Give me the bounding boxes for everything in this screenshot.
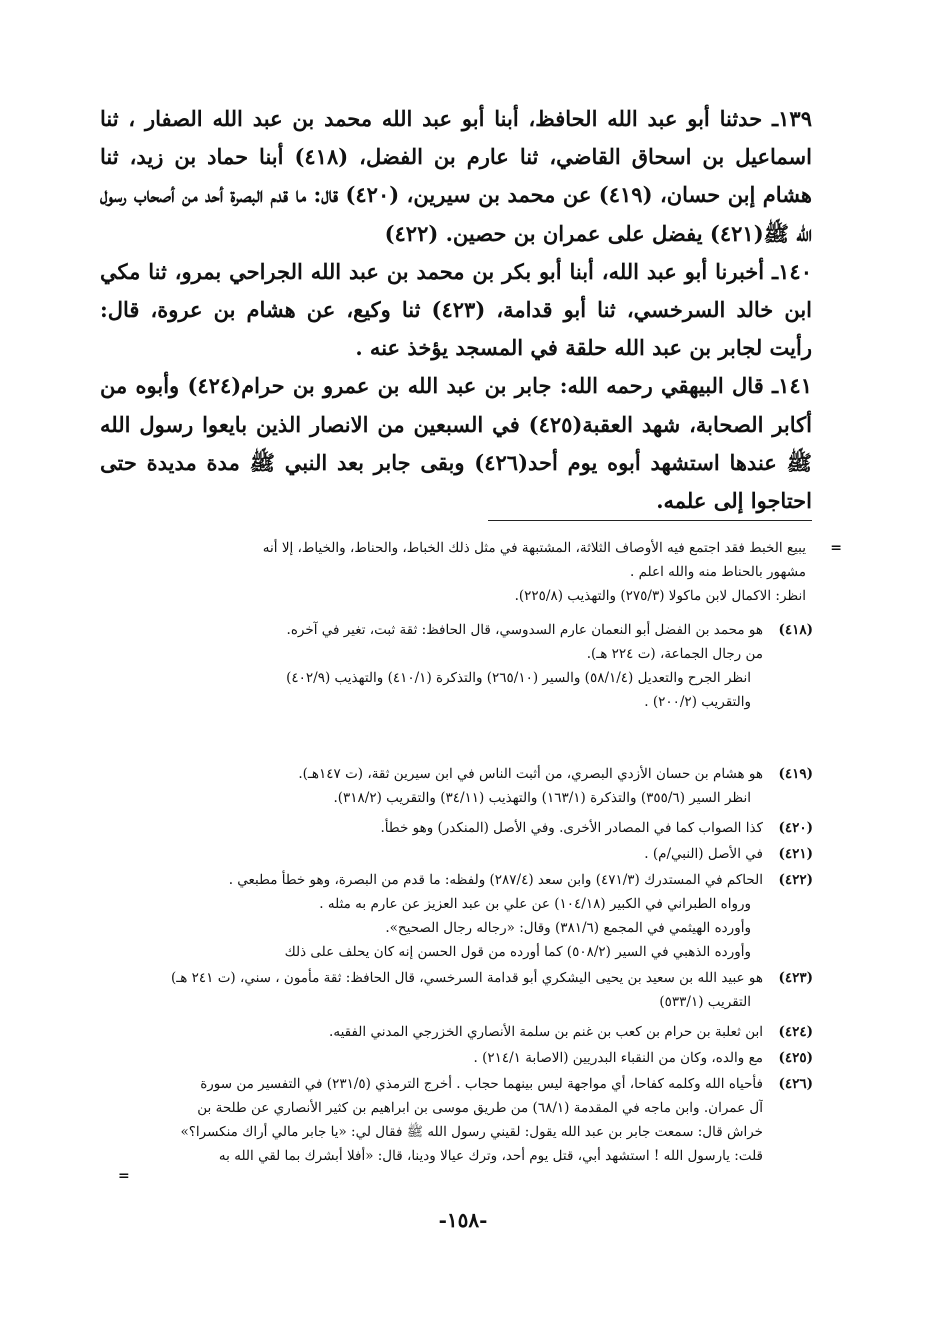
footnote-divider <box>488 520 812 521</box>
footnote-425 <box>108 1046 813 1070</box>
footnote-421 <box>108 842 813 866</box>
footnote-number: (٤٢١) <box>778 846 813 862</box>
page-number: -١٥٨- <box>438 1208 488 1232</box>
footnote-line: ابن ثعلبة بن حرام بن كعب بن غنم بن سلمة الأنصاري الخزرجي المدني الفقيه. <box>329 1024 763 1040</box>
footnote-line: التقريب (٥٣٣/١) <box>659 994 751 1010</box>
footnote-line: وأورده الهيثمي في المجمع (٣٨١/٦) وقال: «رجاله رجال الصحيح». <box>385 920 751 936</box>
footnote-number: (٤٢٦) <box>778 1076 813 1092</box>
paragraph-139: ١٣٩ـ حدثنا أبو عبد الله الحافظ، أبنا أبو عبد الله محمد بن عبد الله الصفار ، ثنا اسماعيل بن اسحاق القاضي، ثنا عارم بن الفضل، (٤١٨) أبنا حماد بن زيد، ثنا هشام إبن حسان، (٤١٩) عن محمد بن سيرين، (٤٢٠) قال: ما قدم البصرة أحد من أصحاب رسول الله ﷺ(٤٢١) يفضل على عمران بن حصين. (٤٢٢) <box>100 106 812 246</box>
paragraph-141: ١٤١ـ قال البيهقي رحمه الله: جابر بن عبد الله بن عمرو بن حرام(٤٢٤) وأبوه من أكابر الصحابة، شهد العقبة(٤٢٥) في السبعين من الانصار الذين بايعوا رسول الله ﷺ عندها استشهد أبوه يوم أحد(٤٢٦) وبقى جابر بعد النبي ﷺ مدة مديدة حتى احتاجوا إلى علمه. <box>100 373 813 514</box>
footnote-number: (٤١٩) <box>778 766 813 782</box>
footnote-line: وأورده الذهبي في السير (٥٠٨/٢) كما أورده من قول الحسن إنه كان يحلف على ذلك <box>284 944 751 960</box>
footnote-number: (٤٢٣) <box>778 970 813 986</box>
footnote-number: (٤١٨) <box>778 622 813 638</box>
main-text <box>100 100 812 520</box>
footnote-line: مع والده، وكان من النقباء البدريين (الاصابة ٢١٤/١) . <box>473 1050 763 1066</box>
footnote-line: انظر السير (٣٥٥/٦) والتذكرة (١٦٣/١) والتهذيب (٣٤/١١) والتقريب (٣١٨/٢). <box>333 790 751 806</box>
footnote-line: انظر: الاكمال لابن ماكولا (٢٧٥/٣) والتهذيب (٢٢٥/٨). <box>514 588 806 604</box>
footnote-line: يبيع الخبط فقد اجتمع فيه الأوصاف الثلاثة، المشتبهة في مثل ذلك الخباط، والحناط، والخياط، إلا أنه <box>262 540 806 556</box>
footnote-line: في الأصل (النبي/م) . <box>644 846 763 862</box>
footnote-number: (٤٢٥) <box>778 1050 813 1066</box>
footnote-423 <box>108 966 813 1014</box>
continuation-marker: = <box>830 540 842 556</box>
footnote-line: هو هشام بن حسان الأزدي البصري، من أثبت الناس في ابن سيرين ثقة، (ت ١٤٧هـ). <box>298 766 763 782</box>
footnote-426 <box>108 1072 813 1168</box>
footnote-number: (٤٢٤) <box>778 1024 813 1040</box>
footnote-line: فأحياه الله وكلمه كفاحا، أي مواجهة ليس بينهما حجاب . أخرج الترمذي (٢٣١/٥) في التفسير من سورة <box>200 1076 763 1092</box>
footnote-line: ورواه الطبراني في الكبير (١٠٤/١٨) عن علي بن عبد العزيز عن عارم به مثله . <box>319 896 751 912</box>
footnote-line: مشهور بالحناط منه والله اعلم . <box>629 564 806 580</box>
footnote-424 <box>108 1020 813 1044</box>
footnote-line: قلت: يارسول الله ! استشهد أبي، قتل يوم أحد، وترك عيالا ودينا، قال: «أفلا أبشرك بما لقي الله به <box>218 1148 763 1164</box>
footnote-line: آل عمران. وابن ماجه في المقدمة (٦٨/١) من طريق موسى بن ابراهيم بن كثير الأنصاري عن طلحة بن <box>197 1100 763 1116</box>
footnote-419 <box>108 762 813 810</box>
footnote-continuation <box>108 536 842 608</box>
footnote-line: هو محمد بن الفضل أبو النعمان عارم السدوسي، قال الحافظ: ثقة ثبت، تغير في آخره. <box>286 622 763 638</box>
footnote-line: هو عبيد الله بن سعيد بن يحيى اليشكري أبو قدامة السرخسي، قال الحافظ: ثقة مأمون ، سني، (ت ٢٤١ هـ) <box>171 970 763 986</box>
footnote-line: كذا الصواب كما في المصادر الأخرى. وفي الأصل (المنكدر) وهو خطأ. <box>380 820 763 836</box>
footnote-line: من رجال الجماعة، (ت ٢٢٤ هـ). <box>586 646 763 662</box>
footnote-line: الحاكم في المستدرك (٤٧١/٣) وابن سعد (٢٨٧/٤) ولفظه: ما قدم من البصرة، وهو خطأ مطبعي . <box>228 872 763 888</box>
footnote-422 <box>108 868 813 964</box>
footnote-418 <box>108 618 813 714</box>
footnote-line: انظر الجرح والتعديل (٥٨/١/٤) والسير (٢٦٥/١٠) والتذكرة (٤١٠/١) والتهذيب (٤٠٢/٩) <box>286 670 751 686</box>
paragraph-140: ١٤٠ـ أخبرنا أبو عبد الله، أبنا أبو بكر بن محمد بن عبد الله الجراحي بمرو، ثنا مكي ابن خالد السرخسي، ثنا أبو قدامة، (٤٢٣) ثنا وكيع، عن هشام بن عروة، قال: رأيت لجابر بن عبد الله حلقة في المسجد يؤخذ عنه . <box>100 258 812 361</box>
footnote-number: (٤٢٠) <box>778 820 813 836</box>
footnote-420 <box>108 816 813 840</box>
footnote-line: والتقريب (٢٠٠/٢) . <box>644 694 751 710</box>
footnote-line: خراش قال: سمعت جابر بن عبد الله يقول: لقيني رسول الله ﷺ فقال لي: «يا جابر مالي أراك منكسرا؟» <box>180 1124 763 1140</box>
continuation-marker-bottom: = <box>118 1168 130 1184</box>
footnote-number: (٤٢٢) <box>778 872 813 888</box>
